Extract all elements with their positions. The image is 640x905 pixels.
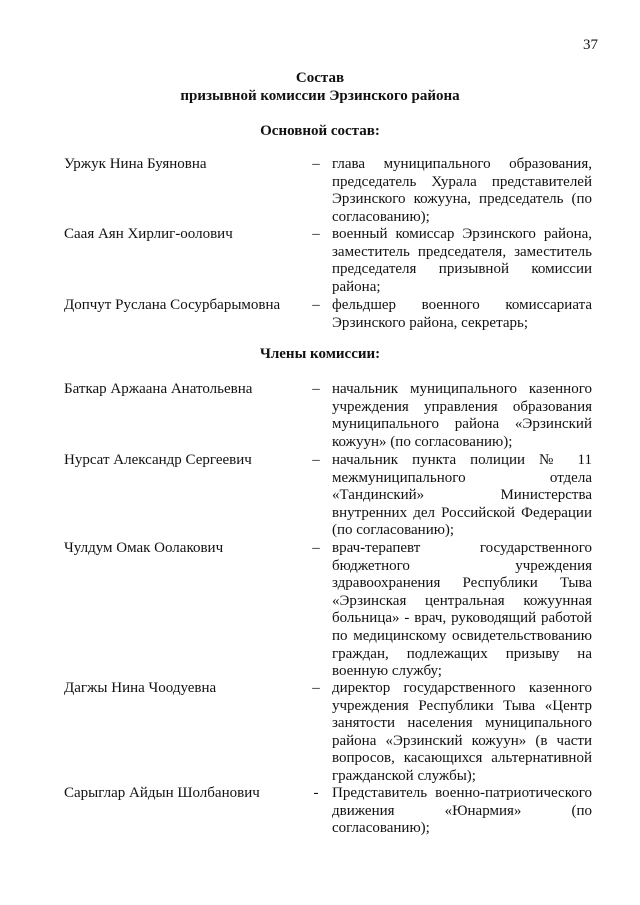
member-role: начальник муниципального казенного учреждения управления образования муниципального района «Эрзинский кожуун» (по согласованию); — [332, 381, 592, 450]
member-name: Сарыглар Айдын Шолбанович — [64, 785, 260, 801]
member-name: Баткар Аржаана Анатольевна — [64, 381, 253, 397]
document-title: Состав — [295, 70, 345, 86]
entry-dash: – — [312, 452, 320, 468]
page-number: 37 — [583, 37, 598, 53]
entry-dash: – — [312, 156, 320, 172]
members-section-heading: Члены комиссии: — [259, 346, 381, 362]
entry-dash: – — [312, 381, 320, 397]
member-role: Представитель военно-патриотического движения «Юнармия» (по согласованию); — [332, 785, 592, 837]
entry-dash: – — [312, 680, 320, 696]
member-role: директор государственного казенного учреждения Республики Тыва «Центр занятости населения муниципального района «Эрзинский кожуун» (в части вопросов, касающихся альтернативной гражданской службы); — [332, 680, 592, 784]
entry-dash: - — [313, 785, 319, 801]
member-role: глава муниципального образования, председатель Хурала представителей Эрзинского кожууна, председатель (по согласованию); — [332, 156, 592, 225]
member-role: начальник пункта полиции № 11 межмуниципального отдела «Тандинский» Министерства внутренних дел Российской Федерации (по согласованию); — [332, 452, 592, 539]
entry-dash: – — [312, 297, 320, 313]
member-name: Допчут Руслана Сосурбарымовна — [64, 297, 281, 313]
member-role: военный комиссар Эрзинского района, заместитель председателя, заместитель председателя призывной комиссии района; — [332, 226, 592, 295]
entry-dash: – — [312, 226, 320, 242]
member-name: Саая Аян Хирлиг-оолович — [64, 226, 233, 242]
main-section-heading: Основной состав: — [260, 123, 380, 139]
member-name: Дагжы Нина Чоодуевна — [64, 680, 217, 696]
member-role: фельдшер военного комиссариата Эрзинского района, секретарь; — [332, 297, 592, 331]
member-role: врач-терапевт государственного бюджетного учреждения здравоохранения Республики Тыва «Эрзинская центральная кожуунная больница» - врач, руководящий работой по медицинскому освидетельствованию граждан, подлежащих призыву на военную службу; — [332, 540, 592, 680]
member-name: Нурсат Александр Сергеевич — [64, 452, 252, 468]
document-subtitle: призывной комиссии Эрзинского района — [180, 88, 460, 104]
member-name: Чулдум Омак Оолакович — [64, 540, 224, 556]
entry-dash: – — [312, 540, 320, 556]
member-name: Уржук Нина Буяновна — [64, 156, 207, 172]
